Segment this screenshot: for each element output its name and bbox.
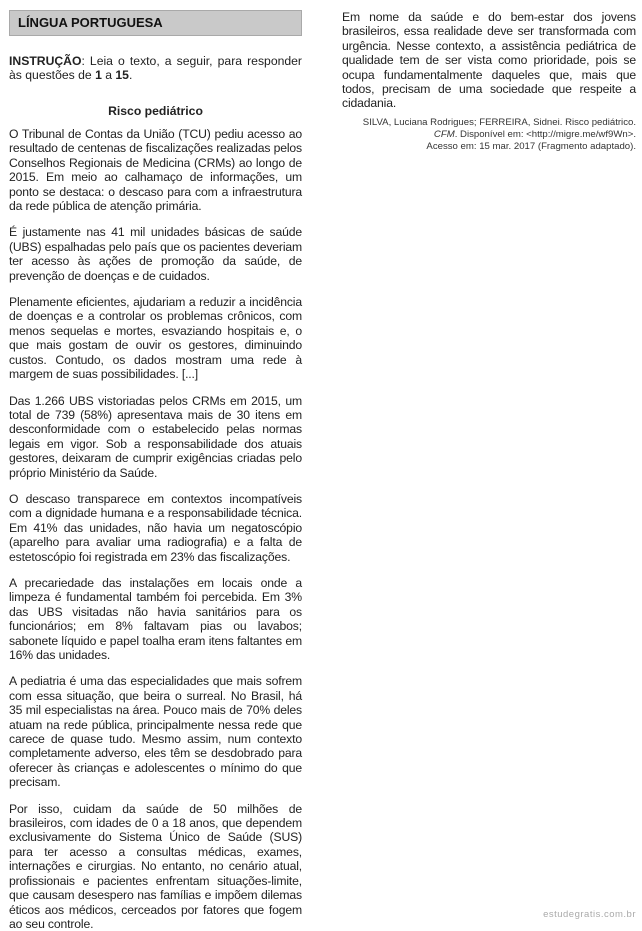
question-start: 1	[95, 68, 102, 82]
instruction-connector: a	[101, 68, 116, 82]
article-paragraph: O Tribunal de Contas da União (TCU) pediu acesso ao resultado de centenas de fiscalizações realizadas pelos Conselhos Regionais de Medicina (CRMs) ao longo de 2015. Em meio ao calhamaço de informações, um ponto se destaca: o descaso para com a infraestrutura da rede pública de atenção primária.	[9, 127, 302, 214]
article-paragraph: A pediatria é uma das especialidades que mais sofrem com essa situação, que beira o surreal. No Brasil, há 35 mil especialistas na área. Pouco mais de 70% deles atuam na rede pública, principalmente nessa rede que carece de quase tudo. Mesmo assim, num contexto completamente adverso, eles têm se desdobrado para oferecer às crianças e adolescentes o mínimo do que precisam.	[9, 674, 302, 790]
instruction-text: : Leia o texto, a seguir, para responder às questões de	[9, 54, 302, 82]
instruction	[9, 54, 302, 82]
instruction-label: INSTRUÇÃO	[9, 54, 82, 68]
citation	[342, 117, 636, 153]
article-paragraph: É justamente nas 41 mil unidades básicas de saúde (UBS) espalhadas pelo país que os pacientes deveriam ter acesso às ações de promoção da saúde, de prevenção de doenças e de cuidados.	[9, 225, 303, 283]
article-paragraph: Por isso, cuidam da saúde de 50 milhões de brasileiros, com idades de 0 a 18 anos, que dependem exclusivamente do Sistema Único de Saúde (SUS) para ter acesso a consultas médicas, exames, internações e cirurgias. No entanto, no cenário atual, profissionais e pacientes enfrentam situações-limite, que causam desespero nas famílias e impõem dilemas éticos aos médicos, cerceados por fatores que fogem ao seu controle.	[9, 801, 302, 931]
instruction-period: .	[128, 68, 133, 82]
article-paragraph: Das 1.266 UBS vistoriadas pelos CRMs em 2015, um total de 739 (58%) apresentava mais de 30 itens em desconformidade com o estabelecido pelas normas legais em vigor. Sob a responsabilidade dos atuais gestores, deixaram de cumprir exigências criadas pelo próprio Ministério da Saúde.	[9, 393, 302, 480]
question-end: 15	[115, 68, 129, 82]
citation-authors: SILVA, Luciana Rodrigues; FERREIRA, Sidnei. Risco pediátrico.	[362, 116, 636, 128]
citation-available: . Disponível em: <http://migre.me/wf9Wn>.	[454, 128, 636, 140]
citation-source: CFM	[433, 128, 455, 140]
left-column	[9, 10, 302, 931]
article-paragraph: A precariedade das instalações em locais onde a limpeza é fundamental também foi percebida. Em 3% das UBS visitadas não havia sanitários para os funcionários; em 8% faltavam pias ou lavabos; sabonete líquido e papel toalha eram itens faltantes em 16% das unidades.	[9, 575, 302, 662]
subject-header	[9, 10, 302, 36]
article-paragraph: O descaso transparece em contextos incompatíveis com a dignidade humana e a responsabilidade técnica. Em 41% das unidades, não havia um negatoscópio (aparelho para avaliar uma radiografia) e a falta de estetoscópio foi registrada em 23% das fiscalizações.	[9, 491, 302, 564]
watermark: estudegratis.com.br	[543, 909, 636, 920]
right-column	[342, 10, 636, 153]
citation-access: Acesso em: 15 mar. 2017 (Fragmento adaptado).	[426, 140, 636, 152]
article-paragraph: Em nome da saúde e do bem-estar dos jovens brasileiros, essa realidade deve ser transformada com urgência. Nesse contexto, a assistência pediátrica de qualidade tem de ser vista como prioridade, pois se ocupa fundamentalmente daqueles que, mais que todos, precisam de uma sociedade que respeite a cidadania.	[342, 10, 636, 111]
subject-title: LÍNGUA PORTUGUESA	[18, 15, 163, 30]
article-paragraph: Plenamente eficientes, ajudariam a reduzir a incidência de doenças e a controlar os problemas crônicos, com menos sequelas e mortes, esvaziando hospitais e, o que mais gostam de ouvir os gestores, diminuindo custos. Contudo, os dados mostram uma rede à margem de suas possibilidades. [...]	[9, 295, 302, 382]
article-title: Risco pediátrico	[108, 104, 203, 118]
